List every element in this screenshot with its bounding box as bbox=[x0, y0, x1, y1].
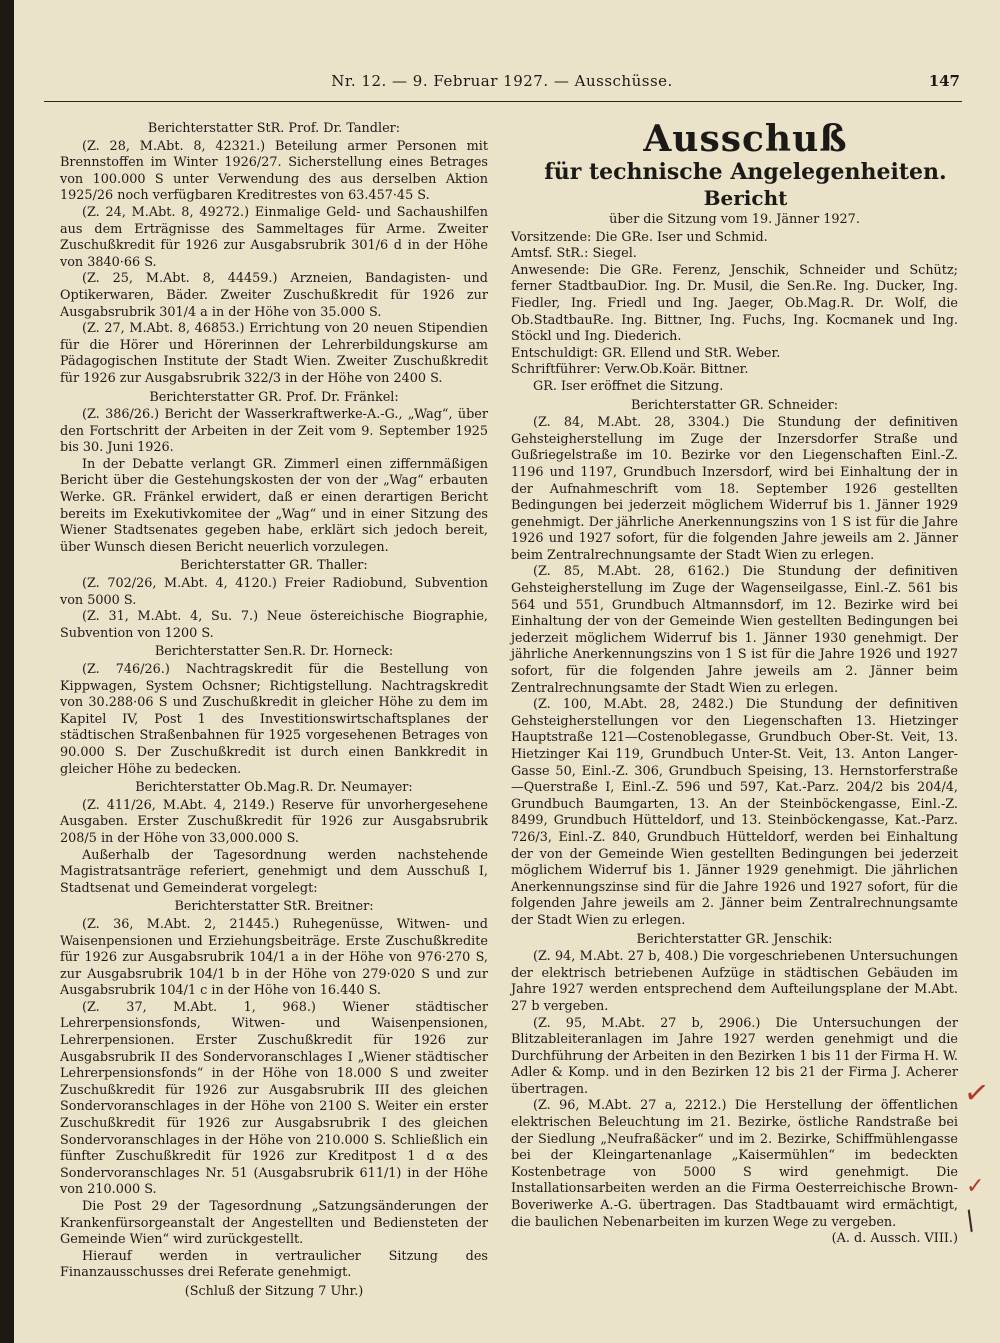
rapporteur-heading: Berichterstatter GR. Thaller: bbox=[180, 558, 368, 574]
section-subtitle: für technische Angelegenheiten. bbox=[544, 159, 947, 185]
agenda-item-paragraph: (Z. 95, M.Abt. 27 b, 2906.) Die Untersuchungen der Blitzableiteranlagen im Jahre 1927 werden genehmigt und die Durchführung der Arbeiten in den Bezirken 1 bis 11 der Firma H. W. Adler & Komp. und in den Bezirken 12 bis 21 der Firma J. Acherer übertragen. bbox=[511, 1015, 958, 1097]
right-column-body bbox=[511, 230, 958, 1248]
attendance-line: Entschuldigt: GR. Ellend und StR. Weber. bbox=[511, 345, 781, 361]
attendance-line: Schriftführer: Verw.Ob.Koär. Bittner. bbox=[511, 362, 749, 378]
right-column bbox=[511, 119, 958, 1248]
agenda-item-paragraph: GR. Iser eröffnet die Sitzung. bbox=[533, 378, 724, 394]
page-header bbox=[44, 72, 960, 102]
agenda-item-paragraph: (Z. 28, M.Abt. 8, 42321.) Beteilung armer Personen mit Brennstoffen im Winter 1926/27. Sicherstellung eines Betrages von 100.000 S unter Verwendung des aus derselben Aktion 1925/26 noch verfügbaren Kreditrestes von 63.457·45 S. bbox=[60, 138, 488, 204]
agenda-item-paragraph: (Z. 27, M.Abt. 8, 46853.) Errichtung von 20 neuen Stipendien für die Hörer und Hörerinnen der Lehrerbildungskurse am Pädagogischen Institute der Stadt Wien. Zweiter Zuschußkredit für 1926 zur Ausgabsrubrik 322/3 in der Höhe von 2400 S. bbox=[60, 321, 488, 386]
running-title: Nr. 12. — 9. Februar 1927. — Ausschüsse. bbox=[331, 72, 673, 90]
agenda-item-paragraph: (Z. 84, M.Abt. 28, 3304.) Die Stundung der definitiven Gehsteigherstellung im Zuge der Inzersdorfer Straße und Gußriegelstraße im 10. Bezirke vor den Liegenschaften Einl.-Z. 1196 und 1197, Grundbuch Inzersdorf, wird bei Einhaltung der in der Aufnahmeschrift vom 18. September 1926 gestellten Bedingungen bei jederzeit möglichem Widerruf bis 1. Jänner 1929 genehmigt. Der jährliche Anerkennungszins von 1 S ist für die Jahre 1926 und 1927 sofort, für die folgenden Jahre jeweils am 2. Jänner beim Zentralrechnungsamte der Stadt Wien zu erlegen. bbox=[511, 415, 958, 563]
agenda-item-paragraph: Hierauf werden in vertraulicher Sitzung des Finanzausschusses drei Referate genehmigt. bbox=[60, 1248, 488, 1281]
pencil-stroke-mark: / bbox=[960, 1205, 981, 1237]
agenda-item-paragraph: (Z. 702/26, M.Abt. 4, 4120.) Freier Radiobund, Subvention von 5000 S. bbox=[60, 576, 488, 608]
report-heading: Bericht bbox=[703, 186, 788, 210]
section-title: Ausschuß bbox=[643, 118, 848, 160]
handwritten-checkmark: ✓ bbox=[961, 1074, 992, 1113]
agenda-item-paragraph: (Z. 96, M.Abt. 27 a, 2212.) Die Herstellung der öffentlichen elektrischen Beleuchtung im 21. Bezirke, östliche Randstraße bei der Siedlung „Neufraßäcker“ und im 2. Bezirke, Schiffmühlengasse bei der Kleingartenanlage „Kaisermühlen“ im bedeckten Kostenbetrage von 5000 S wird genehmigt. Die Installationsarbeiten werden an die Firma Oesterreichische Brown-Boveriwerke A.-G. übertragen. Das Stadtbauamt wird ermächtigt, die baulichen Nebenarbeiten im kurzen Wege zu vergeben. bbox=[511, 1098, 958, 1230]
agenda-item-paragraph: (Z. 411/26, M.Abt. 4, 2149.) Reserve für unvorhergesehene Ausgaben. Erster Zuschußkredit für 1926 zur Ausgabsrubrik 208/5 in der Höhe von 33,000.000 S. bbox=[60, 797, 488, 846]
agenda-item-paragraph: Außerhalb der Tagesordnung werden nachstehende Magistratsanträge referiert, genehmigt und dem Ausschuß I, Stadtsenat und Gemeinderat vorgelegt: bbox=[60, 847, 488, 896]
agenda-item-paragraph: (Z. 746/26.) Nachtragskredit für die Bestellung von Kippwagen, System Ochsner; Richtigstellung. Nachtragskredit von 30.288·06 S und Zuschußkredit in gleicher Höhe zu dem im Kapitel IV, Post 1 des Investitionswirtschaftsplanes der städtischen Straßenbahnen für 1925 vorgesehenen Betrages von 90.000 S. Der Zuschußkredit ist durch einen Bankkredit in gleicher Höhe zu bedecken. bbox=[60, 662, 488, 777]
rapporteur-heading: Berichterstatter Ob.Mag.R. Dr. Neumayer: bbox=[135, 780, 413, 796]
left-column bbox=[60, 119, 488, 1301]
agenda-item-paragraph: (Z. 25, M.Abt. 8, 44459.) Arzneien, Bandagisten- und Optikerwaren, Bäder. Zweiter Zuschußkredit für 1926 zur Ausgabsrubrik 301/4 a in der Höhe von 35.000 S. bbox=[60, 271, 488, 320]
agenda-item-paragraph: (Z. 36, M.Abt. 2, 21445.) Ruhegenüsse, Witwen- und Waisenpensionen und Erziehungsbeiträge. Erste Zuschußkredite für 1926 zur Ausgabsrubrik 104/1 a in der Höhe von 976·270 S, zur Ausgabsrubrik 104/1 b in der Höhe von 279·020 S und zur Ausgabsrubrik 104/1 c in der Höhe von 16.440 S. bbox=[60, 916, 488, 999]
attendance-line: Amtsf. StR.: Siegel. bbox=[511, 246, 637, 262]
agenda-item-paragraph: (Z. 24, M.Abt. 8, 49272.) Einmalige Geld- und Sachaushilfen aus dem Erträgnisse des Sammeltages für Arme. Zweiter Zuschußkredit für 1926 zur Ausgabsrubrik 301/6 d in der Höhe von 3840·66 S. bbox=[60, 204, 488, 270]
handwritten-checkmark: ✓ bbox=[966, 1174, 985, 1199]
agenda-item-paragraph: (Z. 100, M.Abt. 28, 2482.) Die Stundung der definitiven Gehsteigherstellungen vor den Liegenschaften 13. Hietzinger Hauptstraße 121—Costenoblegasse, Grundbuch Ober-St. Veit, 13. Hietzinger Kai 119, Grundbuch Unter-St. Veit, 13. Anton Langer-Gasse 50, Einl.-Z. 306, Grundbuch Speising, 13. Hernstorferstraße—Querstraße I, Einl.-Z. 596 und 597, Kat.-Parz. 204/2 bis 204/4, Grundbuch Baumgarten, 13. An der Steinböckengasse, Einl.-Z. 8499, Grundbuch Hütteldorf, und 13. Steinböckengasse, Kat.-Parz. 726/3, Einl.-Z. 840, Grundbuch Hütteldorf, werden bei Einhaltung der von der Gemeinde Wien gestellten Bedingungen bei jederzeit möglichem Widerruf bis 1. Jänner 1929 genehmigt. Die jährlichen Anerkennungszinse sind für die Jahre 1926 und 1927 sofort, für die folgenden Jahre jeweils am 2. Jänner beim Zentralrechnungsamte der Stadt Wien zu erlegen. bbox=[511, 697, 958, 928]
rapporteur-heading: Berichterstatter GR. Schneider: bbox=[630, 397, 839, 413]
header-rule bbox=[44, 101, 962, 102]
agenda-item-paragraph: In der Debatte verlangt GR. Zimmerl einen ziffernmäßigen Bericht über die Gestehungskosten der von der „Wag“ erbauten Werke. GR. Fränkel erwidert, daß er einen derartigen Bericht bereits im Exekutivkomitee der „Wag“ und in einer Sitzung des Wiener Stadtsenates gegeben habe, erklärt sich jedoch bereit, über Wunsch diesen Bericht neuerlich vorzulegen. bbox=[60, 456, 488, 555]
agenda-item-paragraph: (Z. 37, M.Abt. 1, 968.) Wiener städtischer Lehrerpensionsfonds, Witwen- und Waisenpensionen, Lehrerpensionen. Erster Zuschußkredit für 1926 zur Ausgabsrubrik II des Sondervoranschlages I „Wiener städtischer Lehrerpensionsfonds“ in der Höhe von 18.000 S und zweiter Zuschußkredit für 1926 zur Ausgabsrubrik III des gleichen Sondervoranschlages in der Höhe von 2100 S. Weiter ein erster Zuschußkredit für 1926 zur Ausgabsrubrik I des gleichen Sondervoranschlages in der Höhe von 210.000 S. Schließlich ein fünfter Zuschußkredit für 1926 zur Kreditpost 1 d α des Sondervoranschlages Nr. 51 (Ausgabsrubrik 611/1) in der Höhe von 210.000 S. bbox=[60, 999, 488, 1198]
rapporteur-heading: Berichterstatter StR. Prof. Dr. Tandler: bbox=[147, 121, 401, 136]
session-closing-note: (Schluß der Sitzung 7 Uhr.) bbox=[184, 1283, 364, 1299]
rapporteur-heading: Berichterstatter StR. Breitner: bbox=[174, 899, 374, 915]
agenda-item-paragraph: (Z. 386/26.) Bericht der Wasserkraftwerke-A.-G., „Wag“, über den Fortschritt der Arbeiten in der Zeit vom 9. September 1925 bis 30. Juni 1926. bbox=[60, 407, 488, 456]
attendance-line: Vorsitzende: Die GRe. Iser und Schmid. bbox=[511, 229, 768, 245]
rapporteur-heading: Berichterstatter GR. Jenschik: bbox=[636, 931, 833, 947]
page-number: 147 bbox=[928, 72, 960, 90]
attendance-line: Anwesende: Die GRe. Ferenz, Jenschik, Schneider und Schütz; ferner StadtbauDior. Ing. Dr. Musil, die Sen.Re. Ing. Ducker, Ing. Fiedler, Ing. Friedl und Ing. Jaeger, Ob.Mag.R. Dr. Wolf, die Ob.StadtbauRe. Ing. Bittner, Ing. Fuchs, Ing. Kocmanek und Ing. Stöckl und Ing. Diederich. bbox=[511, 262, 958, 345]
agenda-item-paragraph: Die Post 29 der Tagesordnung „Satzungsänderungen der Krankenfürsorgeanstalt der Angestellten und Bediensteten der Gemeinde Wien“ wird zurückgestellt. bbox=[60, 1199, 488, 1248]
agenda-item-paragraph: (Z. 31, M.Abt. 4, Su. 7.) Neue östereichische Biographie, Subvention von 1200 S. bbox=[60, 609, 488, 641]
session-date-line: über die Sitzung vom 19. Jänner 1927. bbox=[609, 212, 860, 227]
rapporteur-heading: Berichterstatter GR. Prof. Dr. Fränkel: bbox=[149, 389, 399, 405]
rapporteur-heading: Berichterstatter Sen.R. Dr. Horneck: bbox=[154, 644, 394, 660]
agenda-item-paragraph: (Z. 85, M.Abt. 28, 6162.) Die Stundung der definitiven Gehsteigherstellung im Zuge der Wagenseilgasse, Einl.-Z. 561 bis 564 und 551, Grundbuch Altmannsdorf, im 12. Bezirke wird bei Einhaltung der von der Gemeinde Wien gestellten Bedingungen bei jederzeit möglichem Widerruf bis 1. Jänner 1930 genehmigt. Der jährliche Anerkennungszins von 1 S ist für die Jahre 1926 und 1927 sofort, für die folgenden Jahre jeweils am 2. Jänner beim Zentralrechnungsamte der Stadt Wien zu erlegen. bbox=[511, 564, 958, 696]
committee-reference: (A. d. Aussch. VIII.) bbox=[831, 1231, 958, 1247]
agenda-item-paragraph: (Z. 94, M.Abt. 27 b, 408.) Die vorgeschriebenen Untersuchungen der elektrisch betriebenen Aufzüge in städtischen Gebäuden im Jahre 1927 werden entsprechend dem Aufteilungsplane der M.Abt. 27 b vergeben. bbox=[511, 949, 958, 1014]
